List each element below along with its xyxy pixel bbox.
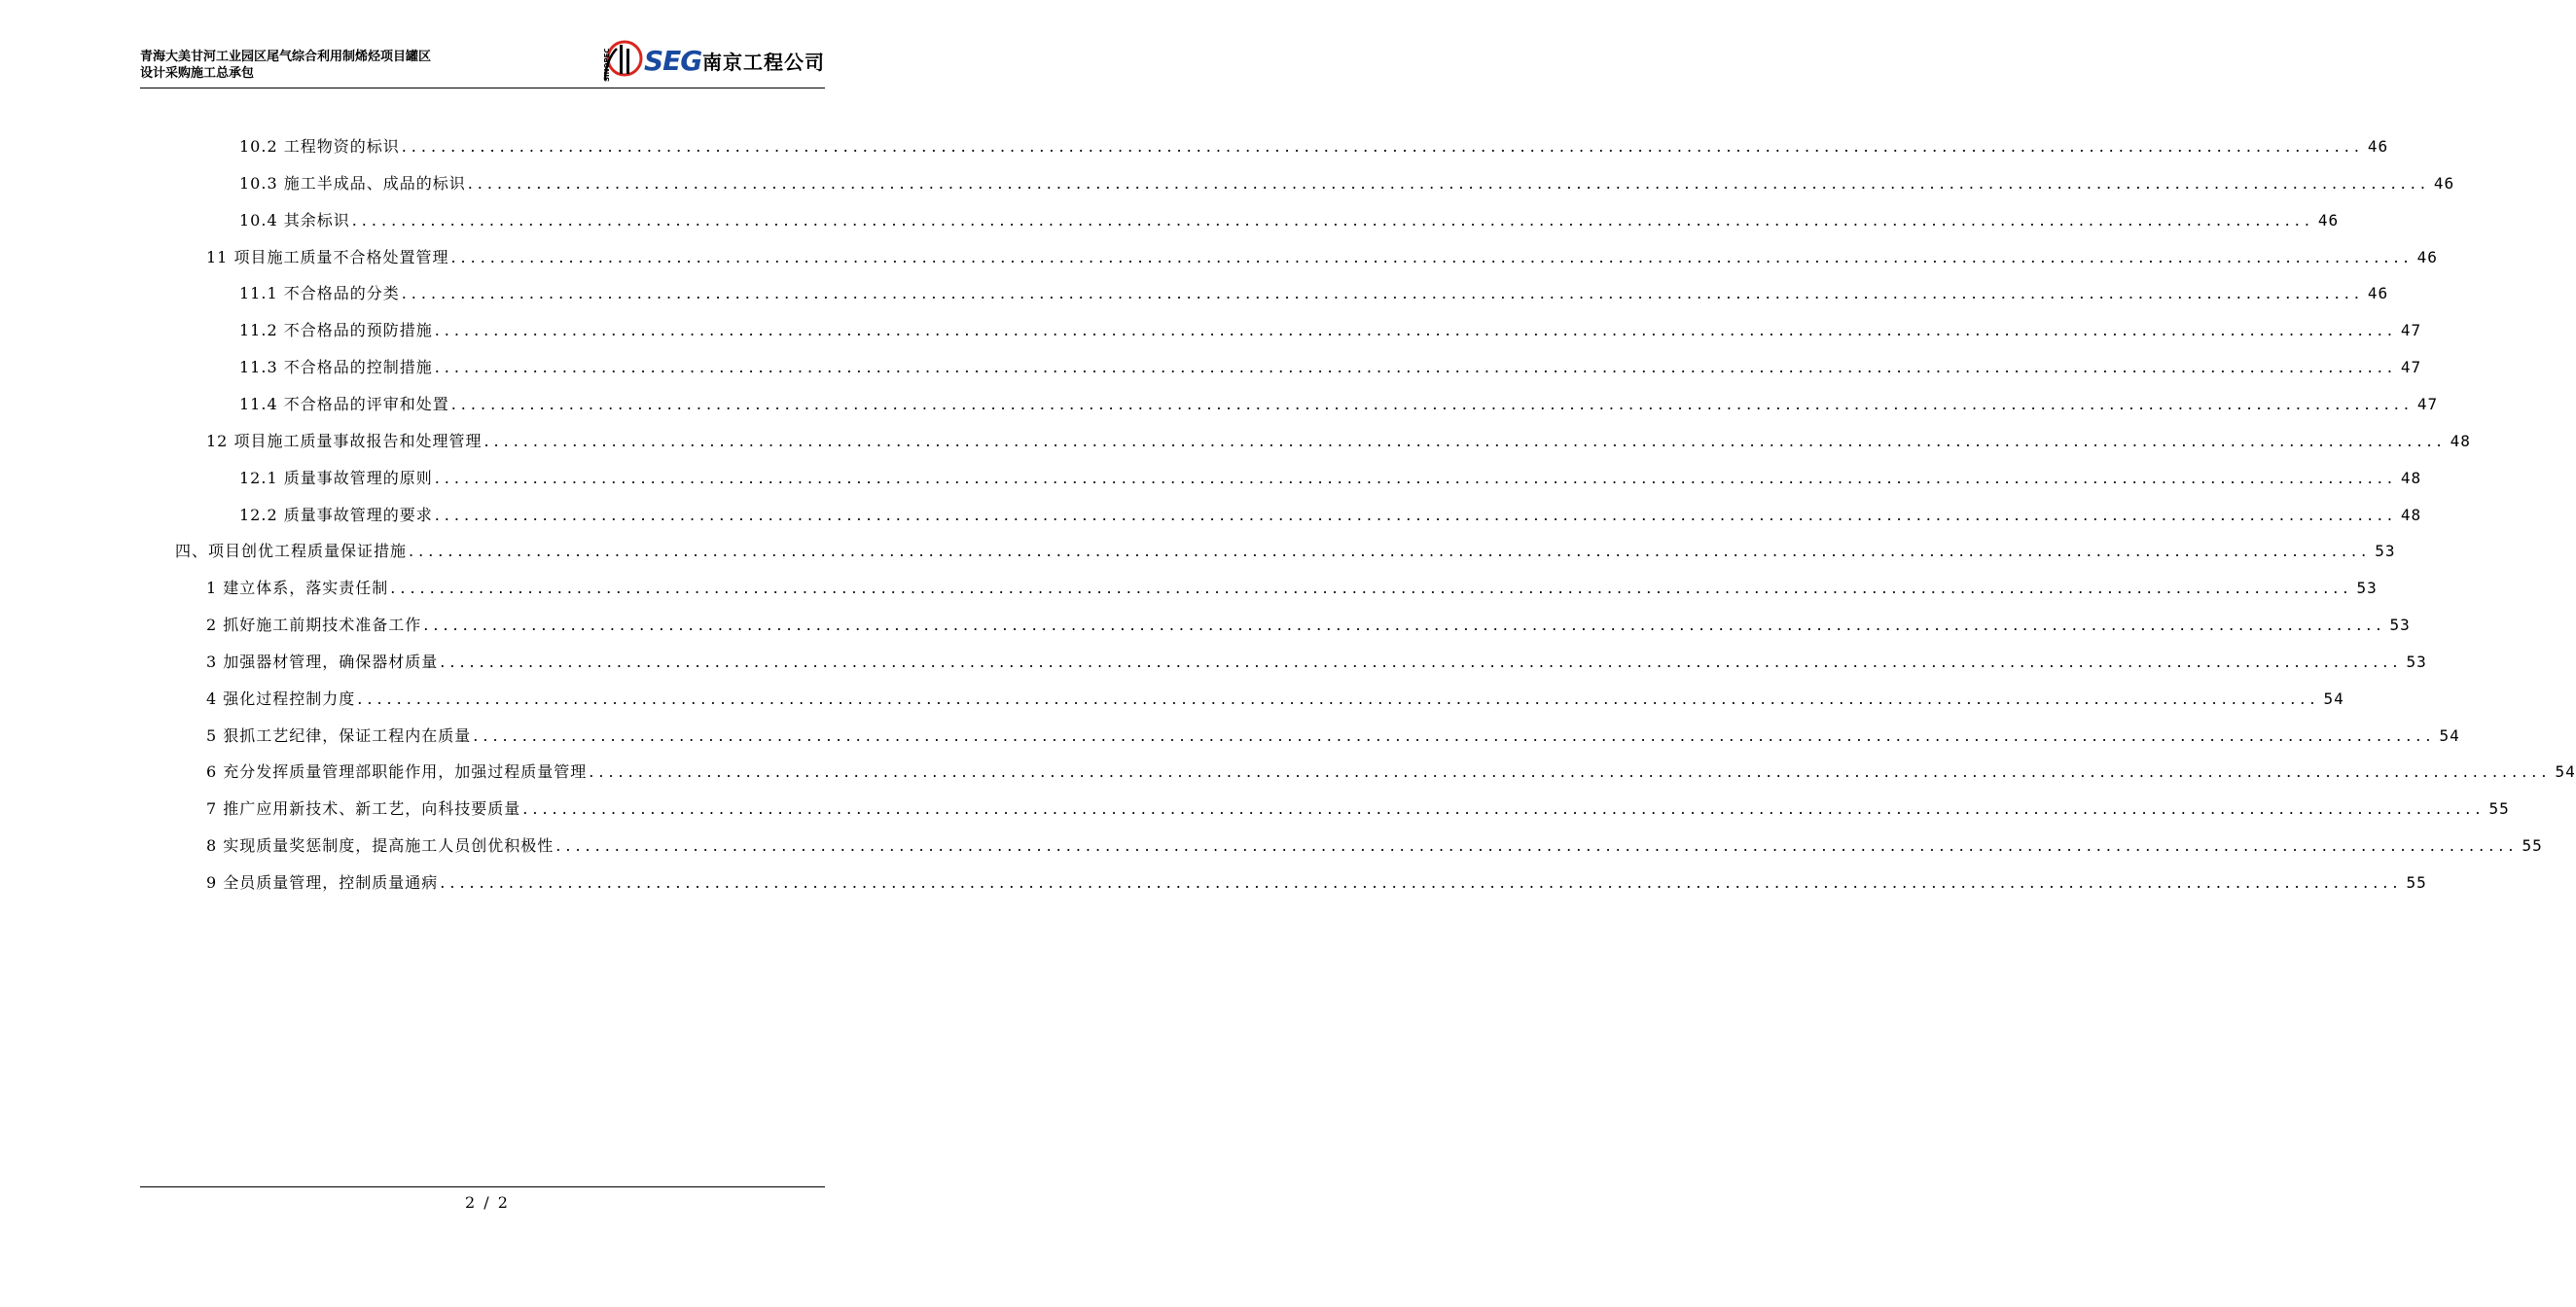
- toc-entry-label: 7 推广应用新技术、新工艺，向科技要质量: [206, 799, 521, 819]
- toc-entry-page: 46: [2317, 210, 2340, 230]
- toc-entry-page: 46: [2416, 247, 2438, 266]
- toc-entry[interactable]: [206, 613, 2411, 636]
- toc-dot-leader: ........................................................................................................................................................................................................: [434, 358, 2397, 377]
- toc-entry-page: 54: [2439, 725, 2460, 745]
- seg-logo-icon: [644, 45, 700, 76]
- toc-entry[interactable]: [239, 208, 2340, 231]
- toc-entry-label: 11.1 不合格品的分类: [239, 284, 400, 303]
- toc-entry-label: 4 强化过程控制力度: [206, 689, 356, 708]
- toc-entry-label: 11.2 不合格品的预防措施: [239, 321, 433, 340]
- sinopec-logo-icon: [601, 37, 644, 84]
- page-number: 2 / 2: [465, 1193, 510, 1212]
- header-title-line1: 青海大美甘河工业园区尾气综合利用制烯烃项目罐区: [140, 50, 432, 64]
- toc-entry-label: 12 项目施工质量事故报告和处理管理: [206, 431, 483, 450]
- toc-entry[interactable]: [206, 576, 2378, 599]
- toc-dot-leader: ........................................................................................................................................................................................................: [450, 394, 2414, 413]
- toc-entry-label: 6 充分发挥质量管理部职能作用，加强过程质量管理: [206, 762, 588, 782]
- toc-entry-page: 53: [2389, 616, 2411, 635]
- toc-entry-page: 46: [2367, 284, 2389, 303]
- toc-entry[interactable]: [206, 796, 2510, 820]
- toc-entry-page: 54: [2323, 689, 2344, 708]
- toc-entry[interactable]: [206, 724, 2460, 747]
- toc-entry-page: 54: [2555, 762, 2576, 782]
- toc-dot-leader: ........................................................................................................................................................................................................: [473, 725, 2436, 745]
- toc-entry-page: 47: [2400, 358, 2422, 377]
- toc-entry[interactable]: [239, 171, 2455, 194]
- toc-entry-page: 48: [2400, 505, 2422, 524]
- toc-entry[interactable]: [206, 650, 2427, 673]
- toc-entry-label: 10.3 施工半成品、成品的标识: [239, 173, 466, 193]
- toc-dot-leader: ........................................................................................................................................................................................................: [409, 542, 2372, 561]
- toc-entry[interactable]: [239, 134, 2389, 158]
- toc-entry-label: 11.3 不合格品的控制措施: [239, 358, 433, 377]
- toc-dot-leader: ........................................................................................................................................................................................................: [434, 468, 2397, 487]
- footer-divider: [140, 1186, 825, 1187]
- toc-dot-leader: ........................................................................................................................................................................................................: [351, 210, 2314, 230]
- toc-dot-leader: ........................................................................................................................................................................................................: [440, 652, 2403, 671]
- toc-entry-page: 46: [2433, 173, 2455, 193]
- logo-text: SEG: [644, 45, 702, 77]
- toc-entry[interactable]: [239, 503, 2422, 526]
- toc-dot-leader: ........................................................................................................................................................................................................: [434, 505, 2397, 524]
- toc-entry[interactable]: [206, 245, 2438, 268]
- toc-entry[interactable]: [239, 392, 2439, 415]
- company-name: 南京工程公司: [702, 50, 825, 74]
- toc-dot-leader: ........................................................................................................................................................................................................: [589, 762, 2552, 782]
- toc-entry-page: 53: [2406, 652, 2427, 671]
- toc-entry-page: 55: [2522, 836, 2543, 856]
- toc-entry[interactable]: [206, 687, 2344, 710]
- toc-dot-leader: ........................................................................................................................................................................................................: [357, 689, 2320, 708]
- company-logo: [601, 35, 825, 86]
- toc-entry-page: 55: [2406, 873, 2427, 892]
- toc-entry[interactable]: [175, 539, 2396, 562]
- toc-dot-leader: ........................................................................................................................................................................................................: [423, 616, 2386, 635]
- toc-entry-page: 47: [2400, 321, 2422, 340]
- toc-dot-leader: ........................................................................................................................................................................................................: [522, 799, 2486, 819]
- toc-dot-leader: ........................................................................................................................................................................................................: [434, 321, 2397, 340]
- toc-dot-leader: ........................................................................................................................................................................................................: [401, 284, 2364, 303]
- toc-entry-label: 2 抓好施工前期技术准备工作: [206, 616, 422, 635]
- toc-entry-page: 48: [2400, 468, 2422, 487]
- toc-dot-leader: ........................................................................................................................................................................................................: [555, 836, 2519, 856]
- toc-dot-leader: ........................................................................................................................................................................................................: [440, 873, 2403, 892]
- toc-entry-label: 8 实现质量奖惩制度，提高施工人员创优积极性: [206, 836, 555, 856]
- toc-entry-page: 55: [2488, 799, 2510, 819]
- toc-entry-label: 11.4 不合格品的评审和处置: [239, 394, 449, 413]
- toc-entry-label: 1 建立体系，落实责任制: [206, 579, 389, 598]
- toc-entry-label: 5 狠抓工艺纪律，保证工程内在质量: [206, 725, 472, 745]
- toc-entry-label: 四、项目创优工程质量保证措施: [175, 542, 408, 561]
- toc-dot-leader: ........................................................................................................................................................................................................: [467, 173, 2430, 193]
- toc-entry[interactable]: [206, 870, 2427, 894]
- toc-entry[interactable]: [206, 759, 2576, 783]
- toc-entry[interactable]: [239, 466, 2422, 489]
- logo-mark-text: SINOPEC: [603, 48, 611, 82]
- toc-entry-page: 47: [2416, 394, 2439, 413]
- toc-entry[interactable]: [206, 429, 2471, 452]
- toc-dot-leader: ........................................................................................................................................................................................................: [450, 247, 2414, 266]
- toc-dot-leader: ........................................................................................................................................................................................................: [483, 431, 2447, 450]
- toc-entry[interactable]: [206, 833, 2543, 857]
- toc-entry-page: 48: [2450, 431, 2471, 450]
- toc-entry[interactable]: [239, 318, 2422, 341]
- toc-entry-label: 10.2 工程物资的标识: [239, 137, 400, 156]
- toc-entry-label: 12.1 质量事故管理的原则: [239, 468, 433, 487]
- header-title-line2: 设计采购施工总承包: [140, 66, 255, 81]
- page-header: [140, 45, 825, 89]
- toc-entry-label: 3 加强器材管理，确保器材质量: [206, 652, 439, 671]
- toc-entry-label: 10.4 其余标识: [239, 210, 350, 230]
- toc-entry-page: 53: [2356, 579, 2378, 598]
- toc-entry[interactable]: [239, 281, 2389, 304]
- toc-entry[interactable]: [239, 355, 2422, 378]
- header-title: [140, 49, 431, 82]
- toc-dot-leader: ........................................................................................................................................................................................................: [390, 579, 2353, 598]
- toc-entry-label: 12.2 质量事故管理的要求: [239, 505, 433, 524]
- toc-dot-leader: ........................................................................................................................................................................................................: [401, 137, 2364, 156]
- toc-entry-page: 46: [2367, 137, 2389, 156]
- toc-entry-label: 9 全员质量管理，控制质量通病: [206, 873, 439, 892]
- toc-entry-page: 53: [2375, 542, 2396, 561]
- toc-entry-label: 11 项目施工质量不合格处置管理: [206, 247, 449, 266]
